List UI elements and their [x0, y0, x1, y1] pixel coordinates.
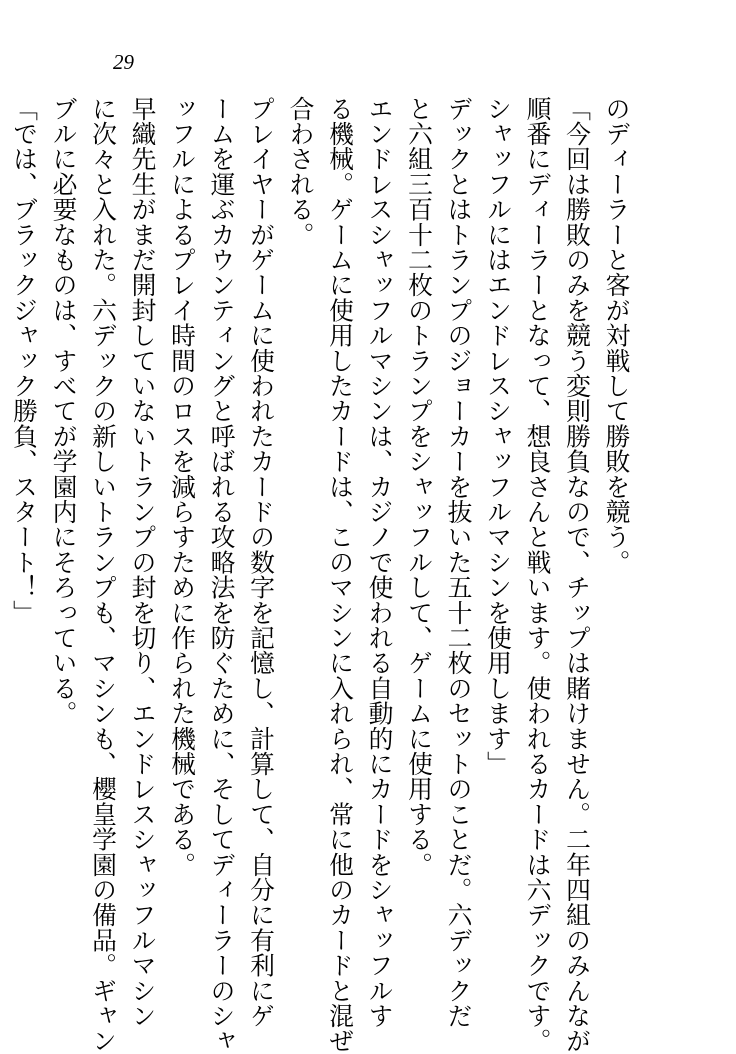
- text-line: 順番にディーラーとなって、想良さんと戦います。使われるカードは六デックです。: [523, 96, 552, 1054]
- text-line: ッフルによるプレイ時間のロスを減らすために作られた機械である。: [167, 96, 197, 878]
- text-line: プレイヤーがゲームに使われたカードの数字を記憶し、計算して、自分に有利にゲ: [246, 96, 276, 1029]
- text-line: ームを運ぶカウンティングと呼ばれる攻略法を防ぐために、そしてディーラーのシャ: [207, 96, 236, 1054]
- text-line: のディーラーと客が対戦して勝敗を競う。: [602, 96, 631, 575]
- body-text: [9, 96, 636, 1054]
- text-line: デックとはトランプのジョーカーを抜いた五十二枚のセットのことだ。六デックだ: [444, 96, 473, 1029]
- page-number: 29: [113, 50, 134, 74]
- text-line: [0, 96, 4, 976]
- text-line: シャッフルにはエンドレスシャッフルマシンを使用します」: [483, 96, 513, 777]
- text-line: る機械。ゲームに使用したカードは、このマシンに入れられ、常に他のカードと混ぜ: [325, 96, 355, 1054]
- text-line: 早織先生がまだ開封していないトランプの封を切り、エンドレスシャッフルマシン: [128, 96, 157, 1029]
- text-line: に次々と入れた。六デックの新しいトランプも、マシンも、櫻皇学園の備品。ギャン: [88, 96, 118, 1054]
- text-line: エンドレスシャッフルマシンは、カジノで使われる自動的にカードをシャッフルす: [365, 96, 394, 1029]
- text-line: ブルに必要なものは、すべてが学園内にそろっている。: [49, 96, 78, 726]
- text-line: と六組三百十二枚のトランプをシャッフルして、ゲームに使用する。: [404, 96, 434, 878]
- text-line: 「では、ブラックジャック勝負、スタート！」: [9, 96, 39, 626]
- text-line: 「今回は勝敗のみを競う変則勝負なので、チップは賭けません。二年四組のみんなが: [562, 96, 592, 1054]
- text-line: 合わされる。: [286, 96, 315, 248]
